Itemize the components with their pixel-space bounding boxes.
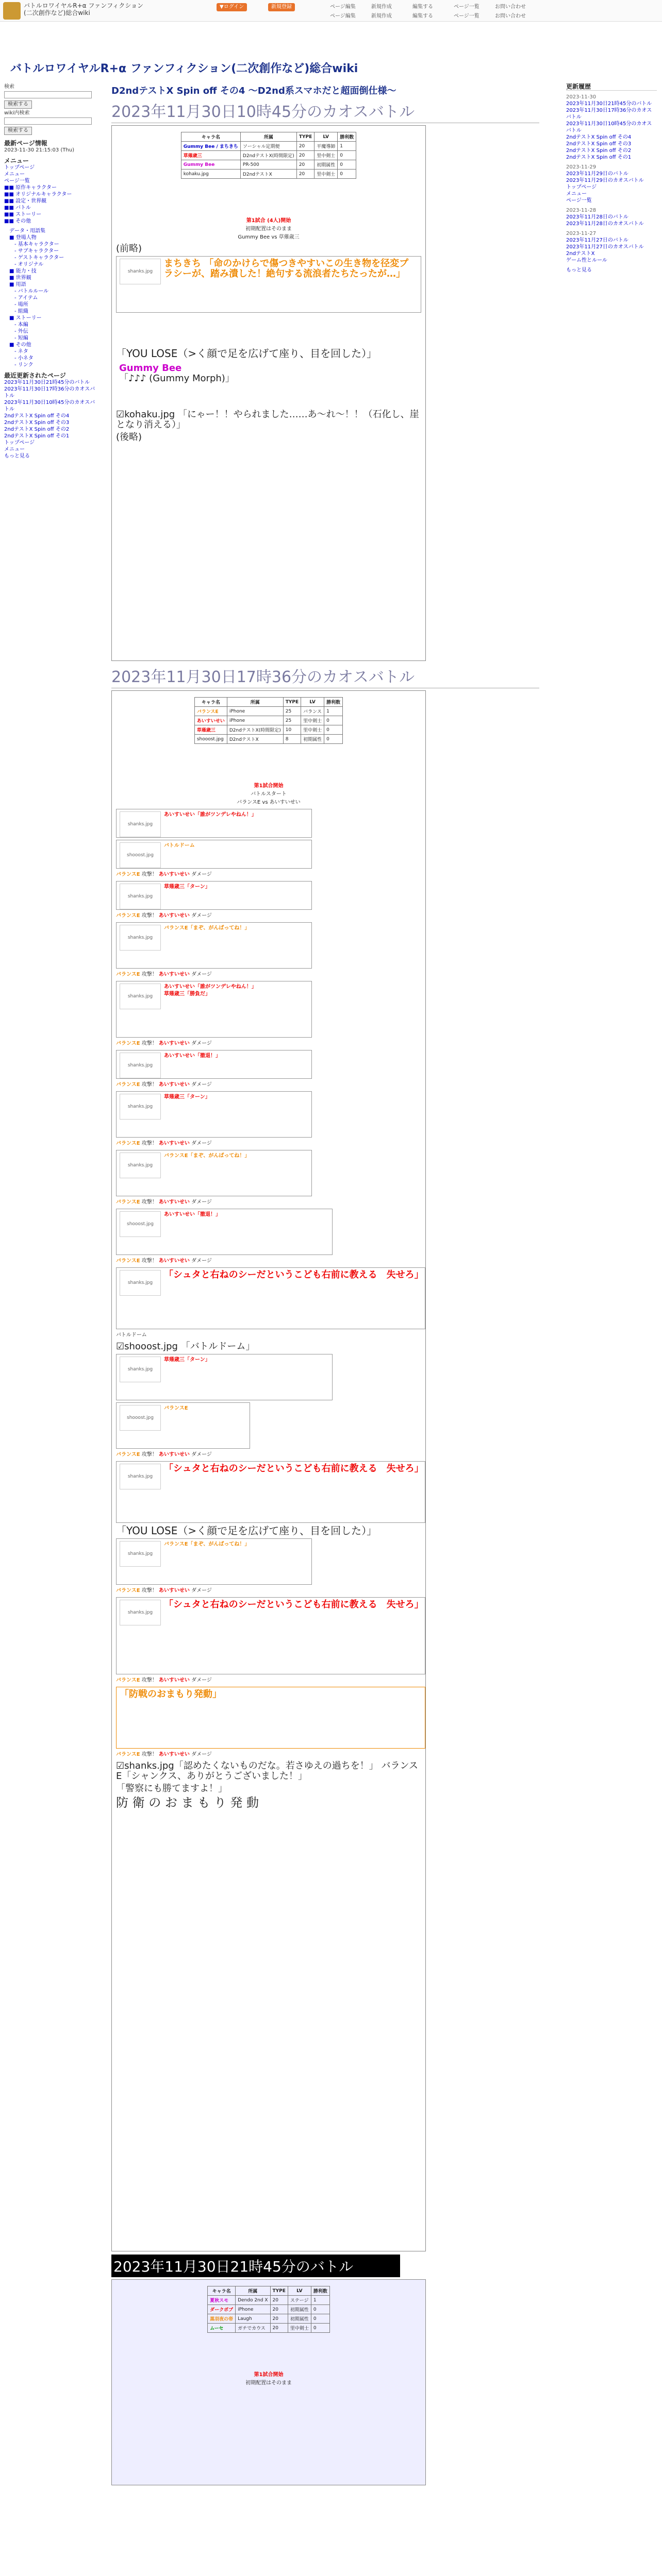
update-item[interactable]: 2ndテストX Spin off その4 [4,413,70,419]
table-cell: 20 [270,2314,288,2324]
character-image: shanks.jpg [120,1464,161,1489]
sub-item[interactable]: - 外伝 [14,329,28,334]
update-item[interactable]: 2023年11月30日21時45分のバトル [4,380,90,385]
update-item[interactable]: メニュー [4,447,25,452]
battle-start: 第1試合開始 [254,783,284,789]
section-title: 2023年11月30日10時45分のカオスバトル [111,99,539,123]
login-button[interactable]: ▼ログイン [217,3,247,11]
table-cell: 初期属性 [288,2305,311,2314]
table-cell: 黒羽夜の帝 [208,2314,236,2324]
table-cell: D2ndテストX(時間限定) [240,151,296,160]
battle-line: バランスE 攻撃！ あいすいせい ダメージ [116,972,212,977]
history-item[interactable]: トップページ [566,184,597,190]
battle-quote: 「シュタと右ねのシーだというこども右前に教える 失せろ」 [164,1599,424,1610]
table-header: LV [288,2286,311,2296]
page-title: D2ndテストX Spin off その4 〜D2nd系スマホだと超面倒仕様〜 [111,86,396,96]
recent-title: 最新ページ情報 [4,140,47,147]
table-cell: 初期属性 [288,2314,311,2324]
history-item[interactable]: 2023年11月27日のカオスバトル [566,244,644,250]
history-date: 2023-11-27 [566,231,597,236]
table-cell: 0 [338,170,356,179]
history-date: 2023-11-29 [566,164,597,170]
table-cell: iPhone [227,716,283,725]
update-item[interactable]: 2ndテストX Spin off その2 [4,427,70,432]
history-item[interactable]: 2023年11月29日のバトル [566,171,628,177]
table-cell: ムーセ [208,2324,236,2333]
site-logo[interactable] [3,2,21,20]
battle-line: Gummy Bee vs 草薙歳三 [238,234,300,240]
battle-line: バランスE 攻撃！ あいすいせい ダメージ [116,1041,212,1046]
header-link-edit-2[interactable]: ページ編集 [330,13,356,19]
header-link-editpage[interactable]: 編集する [412,4,433,10]
table-cell: D2ndテストX [227,735,283,744]
table-header: TYPE [270,2286,288,2296]
battle-card [116,361,421,408]
table-cell: あいすいせい [194,716,227,725]
table-cell: 20 [270,2305,288,2314]
battle-quote: バトルドーム [164,843,195,849]
table-cell: 20 [296,151,314,160]
header-link-contact-2[interactable]: お問い合わせ [495,13,526,19]
table-cell: 10 [283,725,301,735]
menu-item[interactable]: トップページ [4,165,35,171]
character-image: shanks.jpg [120,811,161,837]
history-item[interactable]: 2ndテストX Spin off その1 [566,155,632,160]
police-line: 「警察にも勝てますよ！」 [116,1783,227,1794]
battle-card [116,1267,425,1329]
battle-card [116,1461,425,1523]
header-link-list[interactable]: ページ一覧 [454,4,479,10]
battle-card [116,1091,312,1138]
battle-quote: バランスE「まぞ、がんばってね！」 [164,925,250,931]
sub-item[interactable]: ■ その他 [9,342,31,348]
battle-card [116,809,312,838]
update-item[interactable]: 2023年11月30日10時45分のカオスバトル [4,400,95,412]
table-header: キャラ名 [181,132,240,142]
history-item[interactable]: 2023年11月30日17時36分のカオスバトル [566,108,652,120]
table-cell: PR-500 [240,160,296,170]
table-cell: 0 [324,725,343,735]
battle-quote: バランスE [164,1405,188,1411]
battle-card [116,1597,425,1674]
menu-item[interactable]: ■■ 設定・世界観 [4,198,47,204]
battle-card [116,881,312,910]
menu-item[interactable]: ■■ 原作キャラクター [4,185,57,191]
search-label: 検索 [4,84,14,90]
history-item[interactable]: 2023年11月28日のバトル [566,214,628,220]
battle-line: バランスE 攻撃！ あいすいせい ダメージ [116,1752,212,1757]
table-cell: 草薙歳三 [194,725,227,735]
table-header: 勝利数 [311,2286,329,2296]
history-item[interactable]: 2023年11月30日10時45分のカオスバトル [566,121,652,133]
battle-card [116,1150,312,1196]
table-cell: 0 [311,2324,329,2333]
character-image: shanks.jpg [120,1600,161,1625]
sub-item[interactable]: - ネタ [14,349,28,354]
history-item[interactable]: 2ndテストX Spin off その2 [566,148,632,154]
lose-text: 「YOU LOSE（>く顔で足を広げて座り、目を回した）」 [116,1524,377,1537]
table-cell: shooost.jpg [194,735,227,744]
table-cell: 20 [270,2324,288,2333]
table-cell: Gummy Bee [181,160,240,170]
table-cell: iPhone [227,707,283,716]
character-table [207,2286,330,2333]
table-header: TYPE [283,698,301,707]
update-item[interactable]: 2ndテストX Spin off その1 [4,433,70,439]
character-table [194,697,343,744]
table-cell: 里中剣士 [301,725,324,735]
character-image: shanks.jpg [120,1153,161,1178]
menu-item[interactable]: ■■ その他 [4,218,31,224]
table-cell: 1 [338,142,356,151]
sub-item[interactable]: ■ ストーリー [9,315,42,321]
battle-line: バランスE 攻撃！ あいすいせい ダメージ [116,1141,212,1146]
battle-line: バランスE 攻撃！ あいすいせい ダメージ [116,913,212,919]
wiki-search-input[interactable] [4,117,92,125]
battle-quote: あいすいせい「撤退！」 [164,1212,221,1217]
table-cell: iPhone [236,2305,270,2314]
table-cell: 25 [283,707,301,716]
sub-item[interactable]: - 短編 [14,335,28,341]
table-cell: 里中剣士 [288,2324,311,2333]
bee-name: Gummy Bee [119,363,182,374]
table-cell: ソーシャル定期便 [240,142,296,151]
character-image: shanks.jpg [120,259,161,284]
sub-item[interactable]: - サブキャラクター [14,248,59,254]
table-cell: ガチでカウス [236,2324,270,2333]
table-header: 勝利数 [324,698,343,707]
sub-item[interactable]: - オリジナル [14,262,44,267]
table-cell: 初期属性 [301,735,324,744]
history-date: 2023-11-28 [566,208,597,213]
battle-quote: 草薙歳三「ターン」 [164,1357,210,1363]
menu-item[interactable]: ■■ オリジナルキャラクター [4,192,72,197]
sub-item[interactable]: ■ 用語 [9,282,26,287]
table-cell: kohaku.jpg [181,170,240,179]
sub-item[interactable]: - 小ネタ [14,355,34,361]
battle-line: 初期配置はそのまま [245,2380,292,2386]
section-title-highlight: 2023年11月30日21時45分のバトル [111,2255,400,2277]
history-title: 更新履歴 [566,83,657,91]
table-cell: 0 [324,716,343,725]
menu-item[interactable]: メニュー [4,172,25,177]
more-link[interactable]: もっと見る [4,453,30,459]
shanks-line: ☑shanks.jpg「認めたくないものだな。若さゆえの過ちを！」 バランスE「シャンクス、ありがとうございました！」 [116,1760,418,1782]
table-cell: バランスE [194,707,227,716]
search-input[interactable] [4,91,92,98]
battle-quote: 「防戦のおまもり発動」 [120,1689,222,1700]
sub-item[interactable]: - ゲストキャラクター [14,255,64,261]
table-cell: 里中剣士 [301,716,324,725]
character-image: shanks.jpg [120,1357,161,1382]
battle-card [116,1402,250,1449]
battle-quote: 「シュタと右ねのシーだというこども右前に教える 失せろ」 [164,1269,424,1280]
table-cell: 夏秋スモ [208,2296,236,2305]
battle-box [111,125,426,661]
table-cell: ステージ [288,2296,311,2305]
menu-item[interactable]: ■■ バトル [4,205,31,211]
character-table [181,132,357,179]
sub-item[interactable]: ■ 登場人物 [9,235,37,241]
battle-start: 第1試合開始 [254,2372,284,2378]
table-cell: バランス [301,707,324,716]
battle-card [116,1209,333,1255]
table-cell: 0 [338,160,356,170]
battle-card [116,256,421,313]
table-header: 所属 [236,2286,270,2296]
character-image: shanks.jpg [120,884,161,909]
table-header: キャラ名 [194,698,227,707]
battle-box [111,690,426,2251]
table-cell: 1 [311,2296,329,2305]
battle-line: 初期配置はそのまま [245,226,292,232]
character-image: shanks.jpg [120,1270,161,1296]
battle-quote: 「シュタと右ねのシーだというこども右前に教える 失せろ」 [164,1463,424,1474]
battle-card [116,840,312,869]
table-header: TYPE [296,132,314,142]
history-item[interactable]: ゲーム性とルール [566,258,607,263]
history-item[interactable]: 2ndテストX Spin off その4 [566,134,632,140]
table-cell: 初期属性 [315,160,338,170]
history-item[interactable]: 2ndテストX Spin off その3 [566,141,632,147]
battle-card [116,981,312,1038]
battle-quote: バランスE「まぞ、がんばってね！」 [164,1541,250,1547]
sub-item[interactable]: - アイテム [14,295,38,301]
banner [0,22,662,75]
update-item[interactable]: トップページ [4,440,35,446]
table-cell: D2ndテストX [240,170,296,179]
sub-item[interactable]: - バトルルール [14,289,49,294]
battle-line: バランスE vs あいすいせい [237,800,301,805]
battle-quote: あいすいせい「誰がツンデレやねん！」 草薙歳三「勝負だ」 [164,984,257,997]
lose-text: 「YOU LOSE（>く顔で足を広げて座り、目を回した）」 [116,347,377,360]
bee-quote: 「♪♪♪ (Gummy Morph)」 [119,373,235,384]
battle-card [116,922,312,969]
table-cell: D2ndテストX(時間限定) [227,725,283,735]
character-image: shanks.jpg [120,984,161,1009]
update-item[interactable]: 2ndテストX Spin off その3 [4,420,70,426]
more-link[interactable]: もっと見る [566,267,592,273]
right-sidebar [566,83,657,274]
character-image: shooost.jpg [120,1211,161,1237]
header-link-edit[interactable]: ページ編集 [330,4,356,10]
sub-item[interactable]: - 組織 [14,309,28,314]
battle-line: バランスE 攻撃！ あいすいせい ダメージ [116,1082,212,1088]
table-cell: 20 [270,2296,288,2305]
table-header: 所属 [240,132,296,142]
search-button[interactable]: 検索する [4,100,32,109]
table-header: キャラ名 [208,2286,236,2296]
character-image: shanks.jpg [120,1541,161,1567]
table-cell: 0 [311,2305,329,2314]
banner-title[interactable]: バトルロワイヤルR+α ファンフィクション(二次創作など)総合wiki [10,62,358,75]
main-content [111,83,539,2488]
battle-card [116,1354,333,1400]
table-header: LV [301,698,324,707]
header-link-contact[interactable]: お問い合わせ [495,4,526,10]
battle-card [116,1687,425,1749]
history-item[interactable]: 2023年11月28日のカオスバトル [566,221,644,227]
history-item[interactable]: ページ一覧 [566,198,592,204]
battle-quote: 草薙歳三「ターン」 [164,1094,210,1100]
recent-text: 2023-11-30 21:15:03 (Thu) [4,147,74,153]
battle-quote: 草薙歳三「ターン」 [164,884,210,890]
table-cell: 20 [296,170,314,179]
sub-item[interactable]: ■ 世界観 [9,275,31,281]
character-image: shanks.jpg [120,1053,161,1078]
table-header: LV [315,132,338,142]
header-link-new-2[interactable]: 新規作成 [371,13,392,19]
table-cell: 20 [296,160,314,170]
signup-button[interactable]: 新規登録 [268,3,295,11]
site-header [0,0,662,22]
battle-card [116,1050,312,1079]
table-cell: Gummy Bee / まちきち [181,142,240,151]
battle-line: バランスE 攻撃！ あいすいせい ダメージ [116,1199,212,1205]
battle-line: (前略) [116,243,142,254]
history-item[interactable]: 2023年11月27日のバトル [566,238,628,243]
character-image: shanks.jpg [120,1094,161,1120]
history-item[interactable]: 2023年11月29日のカオスバトル [566,178,644,183]
table-cell: ダークボブ [208,2305,236,2314]
sub-item[interactable]: - リンク [14,362,34,368]
battle-quote: あいすいせい「誰がツンデレやねん！」 [164,812,257,818]
menu-title: メニュー [4,157,29,164]
table-cell: 平魔導師 [315,142,338,151]
table-header: 勝利数 [338,132,356,142]
battle-line: ☑shooost.jpg 「バトルドーム」 [116,1341,255,1352]
battle-quote: バランスE「まぞ、がんばってね！」 [164,1153,250,1159]
kohaku-line: ☑kohaku.jpg 「にゃー！！やられました……あ～れ～！！（石化し、崖となり消える）」 [116,409,419,430]
left-sidebar [4,83,97,460]
history-item[interactable]: メニュー [566,191,587,197]
table-cell: 里中剣士 [315,151,338,160]
menu-item[interactable]: ■■ ストーリー [4,212,42,217]
battle-line: バランスE 攻撃！ あいすいせい ダメージ [116,1452,212,1458]
menu-item[interactable]: ページ一覧 [4,178,30,184]
bottom-line: 防 衛 の お ま も り 発 動 [116,1795,259,1810]
character-image: shanks.jpg [120,925,161,951]
history-item[interactable]: 2023年11月30日21時45分のバトル [566,101,652,107]
header-link-editpage-2[interactable]: 編集する [412,13,433,19]
battle-quote: あいすいせい「撤退！」 [164,1053,221,1059]
header-link-list-2[interactable]: ページ一覧 [454,13,479,19]
sub-item[interactable]: データ・用語集 [9,228,45,234]
battle-line: バランスE 攻撃！ あいすいせい ダメージ [116,872,212,877]
table-cell: Dendo 2nd X [236,2296,270,2305]
update-item[interactable]: 2023年11月30日17時36分のカオスバトル [4,386,95,399]
battle-card [116,1538,312,1585]
header-link-new[interactable]: 新規作成 [371,4,392,10]
battle-line: バトルドーム [116,1332,147,1338]
table-cell: 0 [311,2314,329,2324]
battle-line: バトルスタート [251,791,287,797]
wiki-search-label: wiki内検索 [4,110,30,116]
sub-item[interactable]: - 場所 [14,302,28,308]
table-cell: Laugh [236,2314,270,2324]
wiki-search-button[interactable]: 検索する [4,127,32,135]
table-cell: 8 [283,735,301,744]
battle-line [116,315,421,346]
sub-item[interactable]: ■ 能力・技 [9,268,37,274]
table-header: 所属 [227,698,283,707]
battle-box [111,2279,426,2485]
history-item[interactable]: 2ndテストX [566,251,595,257]
battle-start: 第1試合 (4人)開始 [246,218,291,224]
section-title: 2023年11月30日17時36分のカオスバトル [111,664,539,688]
character-image: shooost.jpg [120,1405,161,1431]
history-date: 2023-11-30 [566,94,597,100]
table-cell: 里中剣士 [315,170,338,179]
table-cell: 0 [338,151,356,160]
site-name[interactable]: バトルロワイヤルR+α ファンフィクション(二次創作など)総合wiki [24,2,143,16]
character-image: shooost.jpg [120,842,161,868]
table-cell: 0 [324,735,343,744]
battle-line: バランスE 攻撃！ あいすいせい ダメージ [116,1677,212,1683]
table-cell: 25 [283,716,301,725]
battle-line: (後略) [116,432,142,443]
table-cell: 草薙歳三 [181,151,240,160]
table-cell: 20 [296,142,314,151]
table-cell: 1 [324,707,343,716]
update-title: 最近更新されたページ [4,372,66,379]
battle-quote: まちきち 「命のかけらで傷つきやすいこの生き物を径変プラシーが、踏み潰した！絶句する流浪者たちたったが…」 [164,258,409,279]
battle-line: バランスE 攻撃！ あいすいせい ダメージ [116,1258,212,1264]
sub-item[interactable]: - 基本キャラクター [14,242,59,247]
sub-item[interactable]: - 本編 [14,322,28,328]
battle-line: バランスE 攻撃！ あいすいせい ダメージ [116,1588,212,1594]
